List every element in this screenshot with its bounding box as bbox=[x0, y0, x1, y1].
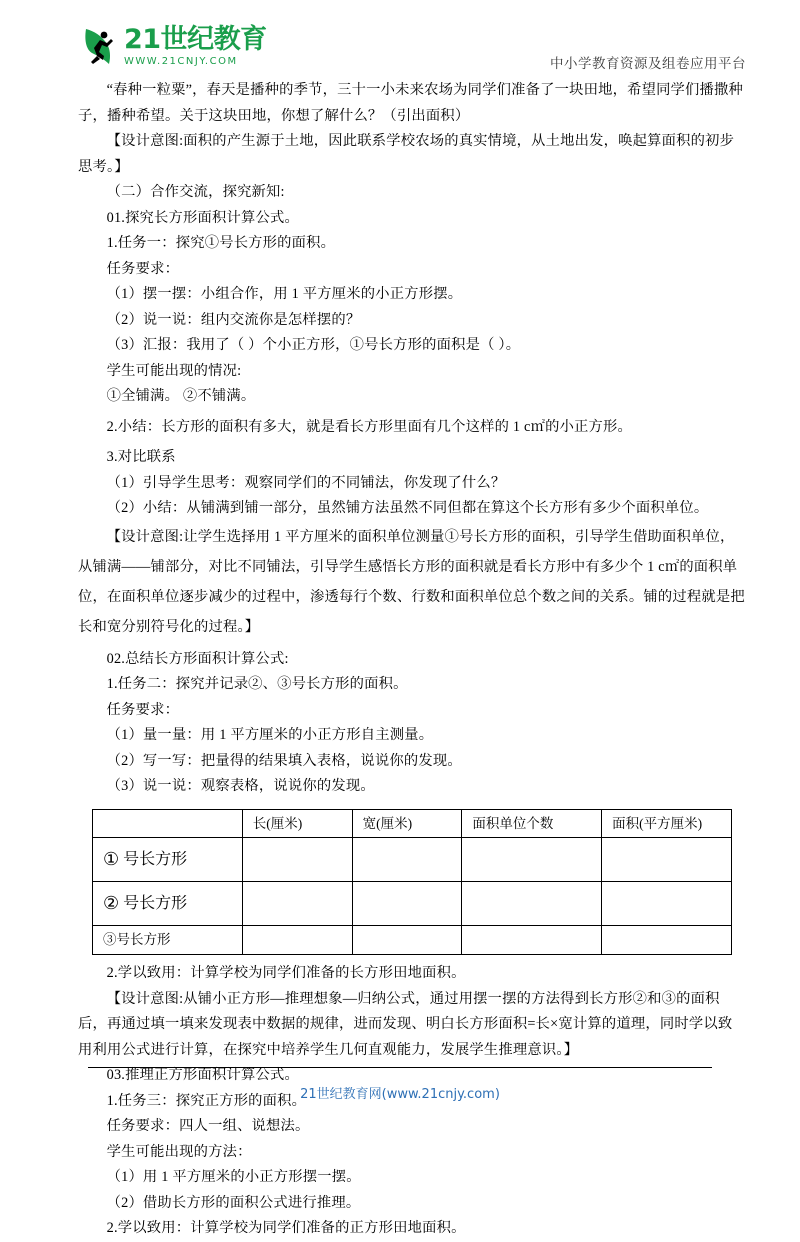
runner-logo-icon bbox=[80, 26, 120, 68]
paragraph: 02.总结长方形面积计算公式: bbox=[106, 650, 289, 667]
row-label-text: 号长方形 bbox=[116, 932, 171, 948]
paragraph: （2）小结：从铺满到铺一部分，虽然铺方法虽然不同但都在算这个长方形有多少个面积单位。 bbox=[106, 500, 709, 516]
paragraph: 3.对比联系 bbox=[106, 449, 176, 465]
table-header-cell: 长(厘米) bbox=[242, 809, 352, 838]
header-slogan: 中小学教育资源及组卷应用平台 bbox=[550, 56, 746, 72]
document-header bbox=[0, 0, 800, 78]
paragraph: （3）说一说：观察表格，说说你的发现。 bbox=[106, 778, 375, 794]
logo-sub-text: WWW.21CNJY.COM bbox=[124, 56, 238, 67]
paragraph: 1.任务一：探究①号长方形的面积。 bbox=[106, 235, 336, 251]
paragraph: 学生可能出现的情况: bbox=[106, 362, 242, 379]
paragraph: （1）引导学生思考：观察同学们的不同铺法，你发现了什么？ bbox=[106, 474, 506, 491]
paragraph: （1）用 1 平方厘米的小正方形摆一摆。 bbox=[106, 1169, 361, 1186]
paragraph: 任务要求： bbox=[106, 701, 180, 718]
paragraph-design-intent: 【设计意图:让学生选择用 1 平方厘米的面积单位测量①号长方形的面积，引导学生借助面积单位，从铺满——铺部分，对比不同铺法，引导学生感悟长方形的面积就是看长方形中有多少个 1 c㎡的面积单位，在面积单位逐步减少的过程中，渗透每行个数、行数和面积单位总个数之间的关系。铺的过程就是把长和宽分别符号化的过程。】 bbox=[78, 528, 745, 635]
logo-text bbox=[124, 26, 267, 67]
table-cell bbox=[352, 882, 462, 926]
paragraph-design-intent: 【设计意图:从铺小正方形—推理想象—归纳公式，通过用摆一摆的方法得到长方形②和③的面积后，再通过填一填来发现表中数据的规律，进而发现、明白长方形面积=长×宽计算的道理，同时学以致用利用公式进行计算，在探究中培养学生几何直观能力，发展学生推理意识。】 bbox=[78, 990, 733, 1058]
table-cell bbox=[462, 926, 602, 955]
paragraph: 2.小结：长方形的面积有多大，就是看长方形里面有几个这样的 1 c㎡的小正方形。 bbox=[106, 418, 633, 435]
paragraph: “春种一粒粟”，春天是播种的季节，三十一小未来农场为同学们准备了一块田地，希望同学们播撒种子，播种希望。关于这块田地，你想了解什么？（引出面积） bbox=[78, 82, 744, 124]
table-row-label bbox=[93, 882, 243, 926]
table-row-label bbox=[93, 838, 243, 882]
row-label-text: 号长方形 bbox=[119, 850, 188, 868]
table-cell bbox=[462, 838, 602, 882]
table-cell bbox=[602, 926, 732, 955]
logo-main-text: 21世纪教育 bbox=[124, 24, 267, 55]
table-cell bbox=[602, 838, 732, 882]
table-cell bbox=[242, 882, 352, 926]
paragraph: 01.探究长方形面积计算公式。 bbox=[106, 209, 300, 226]
circled-number-3: ③ bbox=[103, 932, 117, 948]
row-label-text: 号长方形 bbox=[119, 894, 188, 912]
paragraph: 2.学以致用：计算学校为同学们准备的正方形田地面积。 bbox=[106, 1220, 466, 1237]
footer-divider bbox=[88, 1067, 712, 1068]
table-cell bbox=[462, 882, 602, 926]
paragraph: 任务要求： bbox=[106, 260, 180, 277]
table-cell bbox=[352, 838, 462, 882]
paragraph: 1.任务二：探究并记录②、③号长方形的面积。 bbox=[106, 676, 408, 692]
table-cell bbox=[242, 838, 352, 882]
table-row bbox=[93, 838, 732, 882]
table-header-cell: 面积单位个数 bbox=[462, 809, 602, 838]
table-header-cell: 面积(平方厘米) bbox=[602, 809, 732, 838]
table-row bbox=[93, 882, 732, 926]
site-logo bbox=[80, 26, 267, 68]
paragraph: （3）汇报：我用了（ ）个小正方形，①号长方形的面积是（ ）。 bbox=[106, 337, 521, 353]
measurement-table-wrap bbox=[92, 809, 746, 956]
footer-site-link: 21世纪教育网(www.21cnjy.com) bbox=[300, 1087, 500, 1102]
paragraph: （1）量一量：用 1 平方厘米的小正方形自主测量。 bbox=[106, 727, 434, 743]
paragraph: ①全铺满。 ②不铺满。 bbox=[106, 388, 256, 404]
document-footer bbox=[0, 1057, 800, 1131]
paragraph: （1）摆一摆：小组合作，用 1 平方厘米的小正方形摆。 bbox=[106, 286, 463, 302]
paragraph: （2）说一说：组内交流你是怎样摆的？ bbox=[106, 311, 361, 328]
paragraph: 2.学以致用：计算学校为同学们准备的长方形田地面积。 bbox=[106, 965, 466, 982]
table-row bbox=[93, 926, 732, 955]
circled-number-1: ① bbox=[103, 848, 120, 869]
circled-number-2: ② bbox=[103, 892, 120, 913]
table-cell bbox=[242, 926, 352, 955]
table-header-cell bbox=[93, 809, 243, 838]
paragraph: 1.任务三：探究正方形的面积。 bbox=[106, 1092, 307, 1109]
paragraph: 任务要求：四人一组、说想法。 bbox=[106, 1118, 310, 1135]
measurement-table bbox=[92, 809, 732, 956]
table-cell bbox=[602, 882, 732, 926]
paragraph: （2）借助长方形的面积公式进行推理。 bbox=[106, 1194, 361, 1211]
paragraph: 03.推理正方形面积计算公式。 bbox=[106, 1067, 300, 1084]
table-row-label bbox=[93, 926, 243, 955]
paragraph: 学生可能出现的方法： bbox=[106, 1143, 252, 1160]
paragraph: （2）写一写：把量得的结果填入表格，说说你的发现。 bbox=[106, 752, 462, 769]
table-header-row bbox=[93, 809, 732, 838]
table-cell bbox=[352, 926, 462, 955]
paragraph: 【设计意图:面积的产生源于土地，因此联系学校农场的真实情境，从土地出发，唤起算面积的初步思考。】 bbox=[78, 133, 735, 175]
table-header-cell: 宽(厘米) bbox=[352, 809, 462, 838]
paragraph: （二）合作交流，探究新知: bbox=[106, 184, 285, 200]
